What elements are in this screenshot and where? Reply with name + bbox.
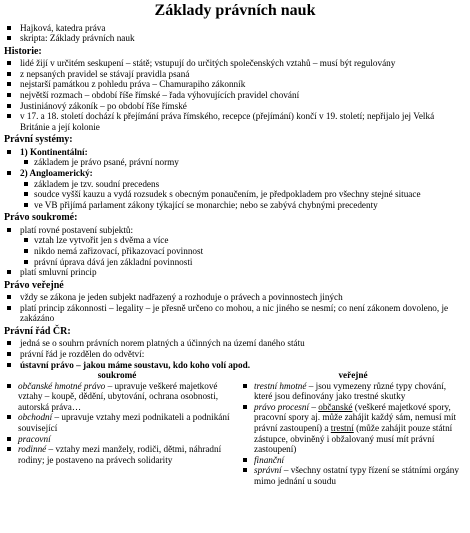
list-item: pracovní [4, 434, 230, 445]
list-item: v 17. a 18. století dochází k přejímání práva římského, recepce (přejímání) končí v 19. století; nepřijalo jej Velká Británie a její kolonie [4, 111, 466, 132]
list-item: nikdo nemá zařizovací, přikazovací povinnost [4, 246, 466, 257]
systemy-heading: Právní systémy: [4, 134, 73, 146]
list-item: platí smluvní princip [4, 267, 466, 278]
list-item: právo procesní – občanské (veškeré majetkové spory, pracovní spory aj. může zahájit každý sám, nemusí mít právní zastoupení) a trestní (může zahájit pouze státní zástupce, obviněný i obžalovaný musí mít právní zastoupení) [240, 402, 466, 455]
list-item: právní úprava dává jen základní povinnosti [4, 257, 466, 268]
verejne-column-heading: veřejné [338, 370, 368, 381]
verejne-column [236, 370, 466, 486]
list-item: správní – všechny ostatní typy řízení se státními orgány mimo jednání u soudu [240, 465, 466, 486]
list-item: vztah lze vytvořit jen s dvěma a více [4, 235, 466, 246]
list-item: trestní hmotné – jsou vymezeny různé typy chování, které jsou definovány jako trestné skutky [240, 381, 466, 402]
list-item: největší rozmach – období říše římské – řada výhovujících pravidel chování [4, 90, 466, 101]
list-item: soudce vyšší kauzu a vydá rozsudek s obecným ponaučením, je předpokladem pro všechny stejné situace [4, 189, 466, 200]
list-item: platí princip zákonnosti – legality – je přesně určeno co mohou, a nic jiného se nesmí; co není zákonem dovoleno, je zakázáno [4, 303, 466, 324]
list-item: nejstarší památkou z pohledu práva – Chamurapiho zákonník [4, 79, 466, 90]
rad-list [4, 338, 466, 370]
list-item: jedná se o souhrn právních norem platných a účinných na území daného státu [4, 338, 466, 349]
page-title: Základy právních nauk [154, 2, 316, 19]
historie-list [4, 58, 466, 132]
list-item: základem je právo psané, právní normy [4, 157, 466, 168]
list-item: ústavní právo – jakou máme soustavu, kdo koho volí apod. [4, 360, 466, 371]
verejne-list [4, 292, 466, 324]
intro-item: Hajková, katedra práva [4, 23, 466, 34]
list-item: platí rovné postavení subjektů: [4, 225, 466, 236]
list-item: vždy se zákona je jeden subjekt nadřazený a rozhoduje o právech a povinnostech jiných [4, 292, 466, 303]
soukrome-column-heading: soukromé [97, 370, 137, 381]
angloamericky-label: 2) Angloamerický: [4, 168, 466, 179]
list-item: občanské hmotné právo – upravuje veškeré majetkové vztahy – koupě, dědění, ubytování, ochrana osobnosti, autorská práva… [4, 381, 230, 413]
list-item: z nepsaných pravidel se stávají pravidla psaná [4, 69, 466, 80]
list-item: finanční [240, 455, 466, 466]
soukrome-heading: Právo soukromé: [4, 212, 78, 224]
document-page [0, 2, 470, 533]
kontinentalni-label: 1) Kontinentální: [4, 147, 466, 158]
list-item: ve VB přijímá parlament zákony týkající se monarchie; nebo se zabývá chybnými precedenty [4, 200, 466, 211]
list-item: právní řád je rozdělen do odvětví: [4, 349, 466, 360]
systemy-list [4, 147, 466, 210]
list-item: základem je tzv. soudní precedens [4, 179, 466, 190]
historie-heading: Historie: [4, 45, 42, 57]
list-item: Justiniánový zákoník – po období říše římské [4, 101, 466, 112]
soukrome-list [4, 225, 466, 278]
odvetvi-columns [4, 370, 466, 486]
intro-list [4, 23, 466, 44]
intro-item: skripta: Základy právních nauk [4, 33, 466, 44]
list-item: lidé žijí v určitém seskupení – státě; vstupují do určitých společenských vztahů – musí být regulovány [4, 58, 466, 69]
list-item: rodinné – vztahy mezi manžely, rodiči, dětmi, náhradní rodiny; je postaveno na právech solidarity [4, 444, 230, 465]
verejne-heading: Právo veřejné [4, 279, 64, 291]
rad-heading: Právní řád ČR: [4, 325, 71, 337]
list-item: obchodní – upravuje vztahy mezi podnikateli a podnikání související [4, 412, 230, 433]
soukrome-column [4, 370, 236, 486]
